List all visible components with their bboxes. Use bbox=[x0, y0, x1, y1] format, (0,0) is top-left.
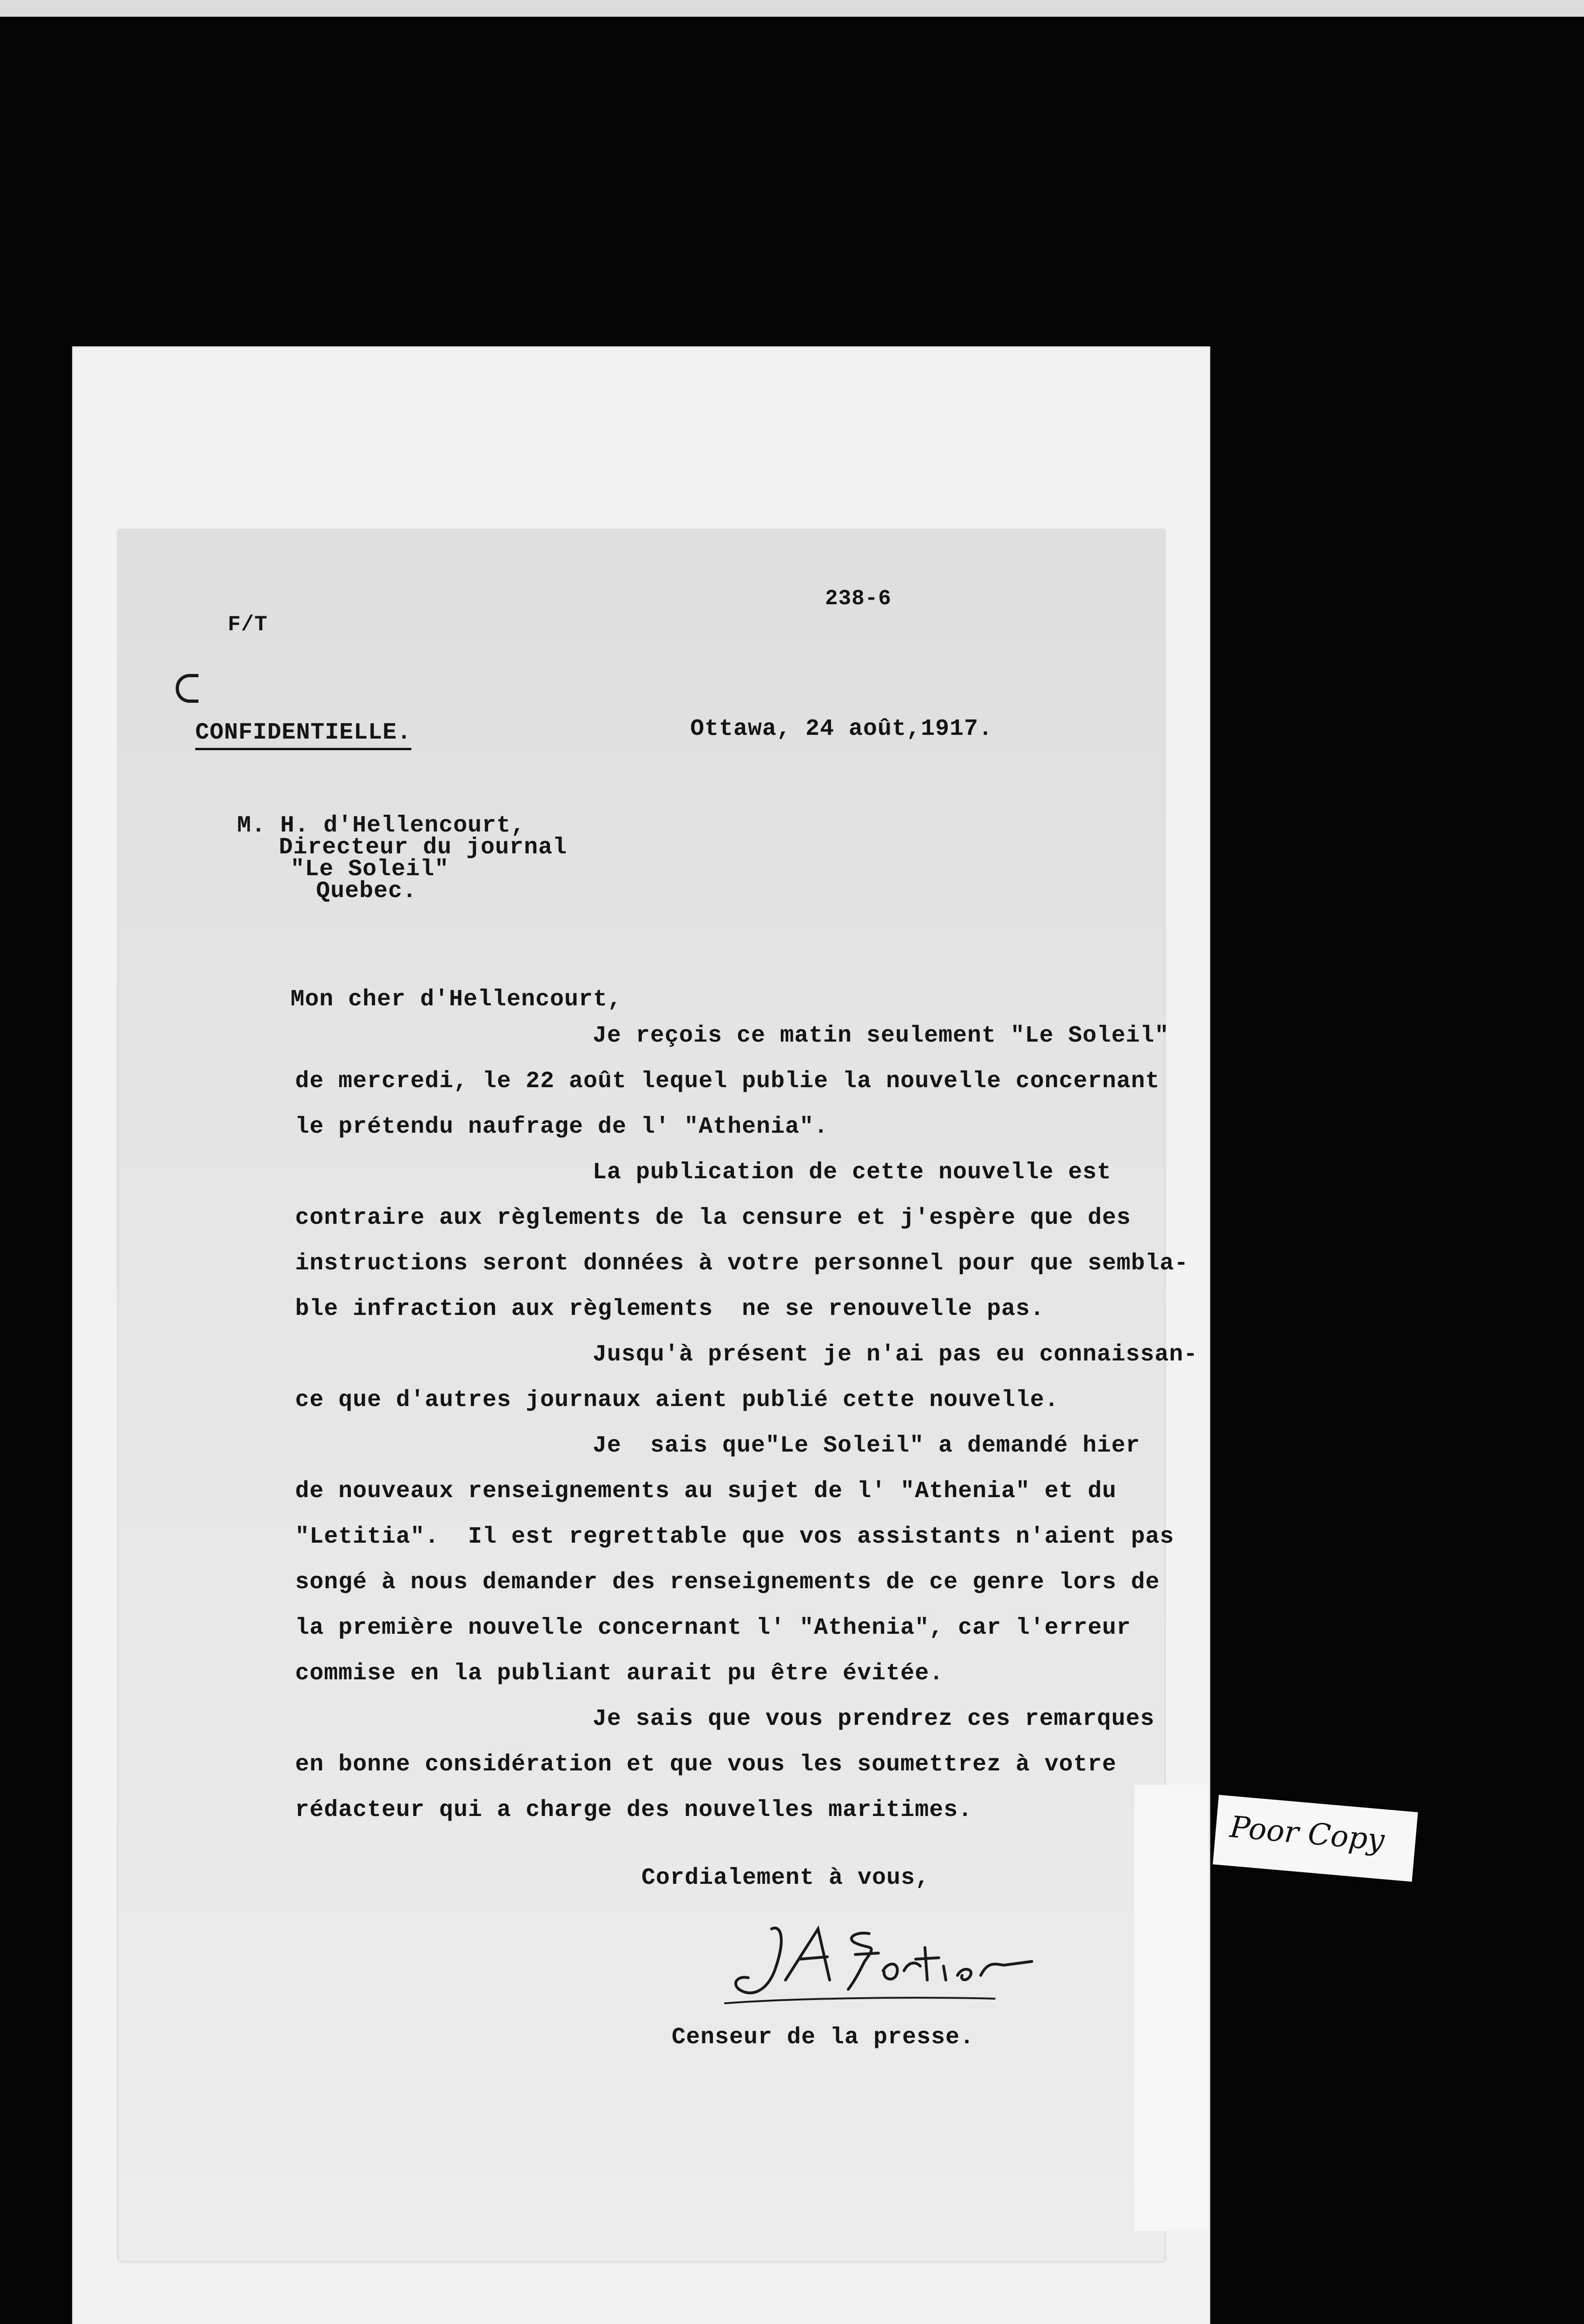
place-date: Ottawa, 24 août,1917. bbox=[690, 716, 993, 742]
sticky-note-text: Poor Copy bbox=[1228, 1810, 1386, 1858]
body-line: Jusqu'à présent je n'ai pas eu connaissan- bbox=[593, 1341, 1198, 1368]
body-line: rédacteur qui a charge des nouvelles maritimes. bbox=[295, 1797, 973, 1823]
letter-fold bbox=[1134, 1785, 1208, 2231]
body-line: le prétendu naufrage de l' "Athenia". bbox=[295, 1114, 829, 1140]
recipient-line: Directeur du journal bbox=[279, 834, 568, 861]
body-line: commise en la publiant aurait pu être évitée. bbox=[295, 1660, 944, 1687]
closing: Cordialement à vous, bbox=[641, 1865, 930, 1891]
body-line: ce que d'autres journaux aient publié cette nouvelle. bbox=[295, 1387, 1059, 1413]
sticky-note bbox=[1213, 1795, 1418, 1882]
body-line: de nouveaux renseignements au sujet de l' "Athenia" et du bbox=[295, 1478, 1117, 1505]
body-line: en bonne considération et que vous les soumettrez à votre bbox=[295, 1751, 1117, 1778]
body-line: la première nouvelle concernant l' "Athenia", car l'erreur bbox=[295, 1615, 1131, 1641]
body-line: Je sais que"Le Soleil" a demandé hier bbox=[593, 1433, 1141, 1459]
recipient-line: Quebec. bbox=[316, 878, 417, 905]
body-line: Je sais que vous prendrez ces remarques bbox=[593, 1706, 1155, 1732]
recipient-line: M. H. d'Hellencourt, bbox=[237, 812, 526, 839]
film-top-strip bbox=[0, 0, 1584, 17]
body-line: instructions seront données à votre personnel pour que sembla- bbox=[295, 1250, 1189, 1277]
handwritten-signature bbox=[716, 1910, 1050, 2017]
body-line: Je reçois ce matin seulement "Le Soleil" bbox=[593, 1023, 1169, 1049]
salutation: Mon cher d'Hellencourt, bbox=[290, 986, 622, 1013]
handwritten-mark bbox=[176, 674, 198, 703]
body-line: "Letitia". Il est regrettable que vos assistants n'aient pas bbox=[295, 1524, 1175, 1550]
body-line: La publication de cette nouvelle est bbox=[593, 1159, 1112, 1186]
recipient-line: "Le Soleil" bbox=[290, 856, 449, 883]
body-line: ble infraction aux règlements ne se renouvelle pas. bbox=[295, 1296, 1045, 1322]
signer-title: Censeur de la presse. bbox=[672, 2024, 975, 2051]
body-line: de mercredi, le 22 août lequel publie la nouvelle concernant bbox=[295, 1068, 1160, 1095]
body-line: contraire aux règlements de la censure et j'espère que des bbox=[295, 1205, 1131, 1231]
body-line: songé à nous demander des renseignements de ce genre lors de bbox=[295, 1569, 1160, 1596]
confidential-heading: CONFIDENTIELLE. bbox=[195, 720, 411, 750]
file-number: 238-6 bbox=[825, 587, 892, 611]
typist-initials: F/T bbox=[228, 613, 268, 637]
